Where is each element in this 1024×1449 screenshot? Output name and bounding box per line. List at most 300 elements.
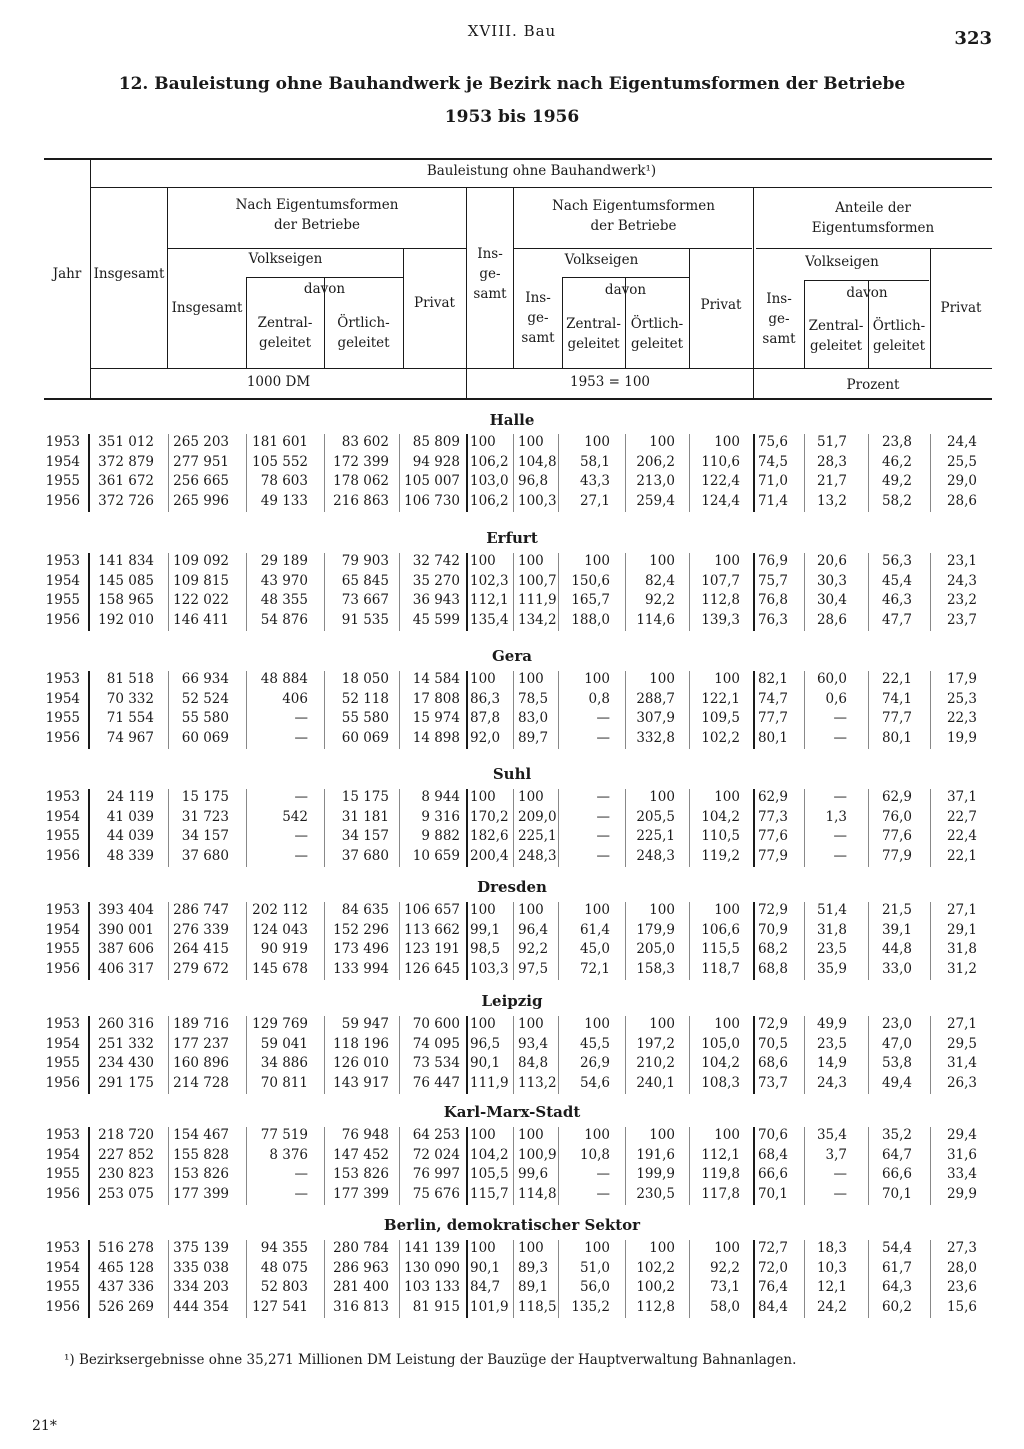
cell-anteil-privat: 25,5 [946, 453, 977, 470]
cell-zentralgeleitet: 54 876 [260, 611, 308, 628]
cell-oertlichgeleitet: 31 181 [341, 808, 389, 825]
cell-insgesamt: 361 672 [98, 473, 154, 490]
cell-index-oertlich: 100 [649, 789, 675, 805]
cell-privat: 103 133 [404, 1279, 460, 1296]
cell-jahr: 1955 [45, 941, 80, 958]
cell-index-privat: 119,2 [701, 847, 740, 864]
cell-insgesamt: 48 339 [106, 847, 154, 864]
cell-anteil-volkseigen: 62,9 [757, 789, 788, 805]
cell-anteil-privat: 33,4 [946, 1166, 977, 1183]
cell-index-insgesamt: 106,2 [470, 453, 509, 470]
cell-anteil-privat: 22,4 [946, 828, 977, 845]
cell-anteil-oertlich: 44,8 [881, 941, 912, 958]
cell-privat: 8 944 [421, 789, 460, 805]
column-separator [930, 671, 931, 749]
cell-index-zentral: — [596, 847, 610, 864]
header-davon-a: davon [303, 281, 346, 297]
column-separator [625, 553, 626, 631]
column-separator [513, 902, 514, 980]
header-jahr: Jahr [52, 266, 82, 282]
cell-volkseigen-insgesamt: 214 728 [173, 1074, 229, 1091]
cell-anteil-oertlich: 58,2 [881, 492, 912, 509]
cell-index-zentral: 188,0 [571, 611, 610, 628]
cell-privat: 15 974 [412, 710, 460, 727]
cell-volkseigen-insgesamt: 146 411 [173, 611, 229, 628]
cell-volkseigen-insgesamt: 160 896 [173, 1055, 229, 1072]
cell-index-privat: 100 [714, 434, 740, 450]
cell-privat: 106 657 [404, 902, 460, 918]
column-separator [558, 902, 559, 980]
cell-anteil-oertlich: 70,1 [881, 1185, 912, 1202]
cell-volkseigen-insgesamt: 52 524 [181, 690, 229, 707]
header-unit-b: 1953 = 100 [569, 374, 651, 390]
cell-index-oertlich: 112,8 [636, 1298, 675, 1315]
cell-anteil-privat: 22,3 [946, 710, 977, 727]
cell-insgesamt: 70 332 [106, 690, 154, 707]
cell-jahr: 1953 [45, 1127, 80, 1143]
column-separator [689, 553, 690, 631]
signature-mark: 21* [32, 1418, 57, 1434]
column-separator [930, 553, 931, 631]
cell-volkseigen-insgesamt: 55 580 [181, 710, 229, 727]
header-rule [91, 368, 992, 369]
cell-index-zentral: 100 [584, 671, 610, 687]
cell-anteil-oertlich: 47,0 [881, 1035, 912, 1052]
header-privat-c: Privat [940, 300, 982, 316]
header-privat-b: Privat [700, 297, 742, 313]
cell-oertlichgeleitet: 143 917 [333, 1074, 389, 1091]
cell-index-volkseigen: 100 [518, 1016, 544, 1032]
cell-anteil-volkseigen: 80,1 [757, 729, 788, 746]
cell-zentralgeleitet: 181 601 [252, 434, 308, 450]
cell-jahr: 1955 [45, 1055, 80, 1072]
column-separator [399, 434, 400, 512]
header-vol-insgesamt-b: Ins- ge- samt [521, 290, 555, 346]
column-separator [513, 1240, 514, 1318]
column-separator [558, 1016, 559, 1094]
cell-index-privat: 122,4 [701, 473, 740, 490]
cell-anteil-privat: 31,8 [946, 941, 977, 958]
cell-zentralgeleitet: 94 355 [260, 1240, 308, 1256]
table-row [0, 1055, 1024, 1075]
column-separator [324, 553, 325, 631]
cell-index-insgesamt: 86,3 [470, 690, 501, 707]
table-row [0, 1036, 1024, 1056]
cell-volkseigen-insgesamt: 34 157 [181, 828, 229, 845]
cell-insgesamt: 24 119 [106, 789, 154, 805]
cell-index-volkseigen: 248,3 [518, 847, 557, 864]
cell-jahr: 1955 [45, 828, 80, 845]
header-volkseigen-b: Volkseigen [564, 252, 639, 268]
cell-anteil-volkseigen: 77,3 [757, 808, 788, 825]
cell-zentralgeleitet: 34 886 [260, 1055, 308, 1072]
cell-index-zentral: 100 [584, 902, 610, 918]
cell-index-privat: 139,3 [701, 611, 740, 628]
cell-anteil-zentral: 51,4 [816, 902, 847, 918]
cell-index-oertlich: 213,0 [636, 473, 675, 490]
cell-privat: 85 809 [412, 434, 460, 450]
cell-anteil-volkseigen: 68,2 [757, 941, 788, 958]
cell-index-privat: 105,0 [701, 1035, 740, 1052]
cell-volkseigen-insgesamt: 122 022 [173, 592, 229, 609]
cell-index-oertlich: 240,1 [636, 1074, 675, 1091]
cell-anteil-zentral: 60,0 [816, 671, 847, 687]
cell-anteil-volkseigen: 72,7 [757, 1240, 788, 1256]
cell-anteil-privat: 31,6 [946, 1146, 977, 1163]
column-separator [466, 902, 468, 980]
cell-volkseigen-insgesamt: 189 716 [173, 1016, 229, 1032]
column-separator [324, 1127, 325, 1205]
cell-index-privat: 108,3 [701, 1074, 740, 1091]
running-header-section: XVIII. Bau [467, 22, 557, 40]
cell-zentralgeleitet: — [294, 1166, 308, 1183]
column-separator [399, 902, 400, 980]
cell-zentralgeleitet: — [294, 789, 308, 805]
column-separator [324, 1016, 325, 1094]
column-separator [466, 1016, 468, 1094]
cell-oertlichgeleitet: 59 947 [341, 1016, 389, 1032]
cell-index-privat: 122,1 [701, 690, 740, 707]
cell-anteil-privat: 28,0 [946, 1259, 977, 1276]
column-separator [753, 1240, 755, 1318]
cell-volkseigen-insgesamt: 335 038 [173, 1259, 229, 1276]
column-separator [689, 789, 690, 867]
cell-index-zentral: 100 [584, 434, 610, 450]
cell-anteil-volkseigen: 72,9 [757, 1016, 788, 1032]
cell-index-privat: 119,8 [701, 1166, 740, 1183]
cell-index-volkseigen: 84,8 [518, 1055, 549, 1072]
cell-volkseigen-insgesamt: 109 815 [173, 572, 229, 589]
cell-anteil-privat: 23,6 [946, 1279, 977, 1296]
cell-anteil-oertlich: 46,2 [881, 453, 912, 470]
cell-index-zentral: — [596, 1166, 610, 1183]
table-row [0, 592, 1024, 612]
column-separator [399, 1016, 400, 1094]
column-separator [930, 1240, 931, 1318]
cell-index-insgesamt: 98,5 [470, 941, 501, 958]
column-separator [625, 1240, 626, 1318]
table-title: 12. Bauleistung ohne Bauhandwerk je Bezirk nach Eigentumsformen der Betriebe [118, 74, 906, 94]
cell-index-insgesamt: 100 [470, 671, 496, 687]
column-separator [513, 671, 514, 749]
cell-anteil-zentral: 49,9 [816, 1016, 847, 1032]
cell-index-volkseigen: 83,0 [518, 710, 549, 727]
cell-index-zentral: 100 [584, 1016, 610, 1032]
cell-volkseigen-insgesamt: 109 092 [173, 553, 229, 569]
cell-anteil-privat: 22,1 [946, 847, 977, 864]
cell-jahr: 1953 [45, 434, 80, 450]
cell-anteil-oertlich: 77,7 [881, 710, 912, 727]
cell-volkseigen-insgesamt: 177 399 [173, 1185, 229, 1202]
table-row [0, 691, 1024, 711]
cell-index-privat: 112,1 [701, 1146, 740, 1163]
cell-anteil-oertlich: 23,0 [881, 1016, 912, 1032]
cell-index-zentral: 45,0 [579, 941, 610, 958]
cell-index-volkseigen: 111,9 [518, 592, 557, 609]
cell-anteil-privat: 29,4 [946, 1127, 977, 1143]
cell-index-volkseigen: 100 [518, 553, 544, 569]
cell-jahr: 1956 [45, 847, 80, 864]
cell-anteil-privat: 27,3 [946, 1240, 977, 1256]
cell-anteil-zentral: 35,4 [816, 1127, 847, 1143]
cell-index-oertlich: 92,2 [644, 592, 675, 609]
cell-jahr: 1954 [45, 808, 80, 825]
cell-index-insgesamt: 96,5 [470, 1035, 501, 1052]
cell-anteil-volkseigen: 68,4 [757, 1146, 788, 1163]
column-separator [168, 902, 169, 980]
cell-index-volkseigen: 93,4 [518, 1035, 549, 1052]
table-row [0, 1279, 1024, 1299]
cell-jahr: 1956 [45, 492, 80, 509]
column-separator [88, 789, 90, 867]
header-eigentum-a: Nach Eigentumsformen der Betriebe [235, 197, 399, 233]
cell-index-insgesamt: 102,3 [470, 572, 509, 589]
cell-privat: 76 447 [412, 1074, 460, 1091]
column-separator [246, 434, 247, 512]
header-rule [804, 280, 929, 281]
cell-insgesamt: 387 606 [98, 941, 154, 958]
table-row [0, 671, 1024, 691]
cell-anteil-volkseigen: 72,9 [757, 902, 788, 918]
header-zentral-c: Zentral- geleitet [808, 318, 864, 354]
cell-anteil-zentral: 24,3 [816, 1074, 847, 1091]
column-separator [558, 789, 559, 867]
table-row [0, 710, 1024, 730]
cell-zentralgeleitet: 78 603 [260, 473, 308, 490]
cell-anteil-zentral: — [833, 847, 847, 864]
cell-zentralgeleitet: 105 552 [252, 453, 308, 470]
page-number: 323 [954, 28, 992, 49]
cell-zentralgeleitet: — [294, 828, 308, 845]
cell-index-insgesamt: 101,9 [470, 1298, 509, 1315]
cell-anteil-privat: 31,2 [946, 960, 977, 977]
cell-zentralgeleitet: 70 811 [260, 1074, 308, 1091]
cell-volkseigen-insgesamt: 37 680 [181, 847, 229, 864]
column-separator [868, 1240, 869, 1318]
cell-index-insgesamt: 112,1 [470, 592, 509, 609]
column-separator [804, 553, 805, 631]
cell-privat: 32 742 [412, 553, 460, 569]
cell-anteil-volkseigen: 73,7 [757, 1074, 788, 1091]
column-separator [168, 1240, 169, 1318]
cell-index-zentral: 56,0 [579, 1279, 610, 1296]
cell-anteil-volkseigen: 77,9 [757, 847, 788, 864]
cell-index-privat: 117,8 [701, 1185, 740, 1202]
cell-oertlichgeleitet: 316 813 [333, 1298, 389, 1315]
cell-anteil-oertlich: 56,3 [881, 553, 912, 569]
cell-anteil-oertlich: 66,6 [881, 1166, 912, 1183]
cell-zentralgeleitet: 406 [282, 690, 308, 707]
cell-oertlichgeleitet: 147 452 [333, 1146, 389, 1163]
cell-index-privat: 104,2 [701, 808, 740, 825]
table-row [0, 1075, 1024, 1095]
cell-privat: 72 024 [412, 1146, 460, 1163]
cell-index-oertlich: 248,3 [636, 847, 675, 864]
cell-privat: 126 645 [404, 960, 460, 977]
cell-anteil-privat: 24,4 [946, 434, 977, 450]
header-anteile: Anteile der Eigentumsformen [811, 200, 935, 236]
cell-zentralgeleitet: 48 355 [260, 592, 308, 609]
column-separator [399, 553, 400, 631]
column-separator [625, 1016, 626, 1094]
cell-index-privat: 110,5 [701, 828, 740, 845]
column-separator [324, 434, 325, 512]
cell-jahr: 1954 [45, 572, 80, 589]
cell-index-zentral: 10,8 [579, 1146, 610, 1163]
cell-insgesamt: 393 404 [98, 902, 154, 918]
cell-index-insgesamt: 103,0 [470, 473, 509, 490]
cell-index-insgesamt: 100 [470, 434, 496, 450]
column-separator [246, 1240, 247, 1318]
column-separator [930, 902, 931, 980]
cell-anteil-oertlich: 53,8 [881, 1055, 912, 1072]
cell-anteil-zentral: 20,6 [816, 553, 847, 569]
table-row [0, 1260, 1024, 1280]
column-separator [868, 553, 869, 631]
column-separator [88, 1127, 90, 1205]
cell-anteil-oertlich: 76,0 [881, 808, 912, 825]
header-rule [91, 187, 992, 188]
table-row [0, 941, 1024, 961]
cell-oertlichgeleitet: 84 635 [341, 902, 389, 918]
cell-volkseigen-insgesamt: 31 723 [181, 808, 229, 825]
header-insgesamt-b: Ins- ge- samt [473, 246, 507, 302]
column-separator [804, 789, 805, 867]
cell-zentralgeleitet: 48 884 [260, 671, 308, 687]
cell-index-oertlich: 100 [649, 1016, 675, 1032]
cell-index-privat: 124,4 [701, 492, 740, 509]
cell-zentralgeleitet: — [294, 710, 308, 727]
cell-index-zentral: 100 [584, 553, 610, 569]
column-separator [246, 553, 247, 631]
section-heading: Gera [492, 647, 532, 665]
column-separator [513, 789, 514, 867]
cell-index-volkseigen: 89,1 [518, 1279, 549, 1296]
section-heading: Halle [489, 411, 535, 429]
cell-anteil-oertlich: 74,1 [881, 690, 912, 707]
cell-jahr: 1953 [45, 553, 80, 569]
column-separator [168, 1127, 169, 1205]
cell-volkseigen-insgesamt: 15 175 [181, 789, 229, 805]
cell-jahr: 1954 [45, 1146, 80, 1163]
cell-jahr: 1953 [45, 902, 80, 918]
cell-jahr: 1954 [45, 690, 80, 707]
cell-oertlichgeleitet: 153 826 [333, 1166, 389, 1183]
cell-anteil-volkseigen: 76,8 [757, 592, 788, 609]
cell-anteil-privat: 29,0 [946, 473, 977, 490]
cell-insgesamt: 351 012 [98, 434, 154, 450]
cell-insgesamt: 218 720 [98, 1127, 154, 1143]
section-heading: Dresden [477, 878, 547, 896]
cell-index-volkseigen: 118,5 [518, 1298, 557, 1315]
header-unit-c: Prozent [846, 377, 900, 393]
cell-anteil-privat: 25,3 [946, 690, 977, 707]
cell-insgesamt: 141 834 [98, 553, 154, 569]
cell-index-volkseigen: 99,6 [518, 1166, 549, 1183]
cell-anteil-zentral: — [833, 789, 847, 805]
cell-insgesamt: 234 430 [98, 1055, 154, 1072]
cell-anteil-volkseigen: 77,7 [757, 710, 788, 727]
cell-index-volkseigen: 89,3 [518, 1259, 549, 1276]
cell-anteil-volkseigen: 75,7 [757, 572, 788, 589]
cell-anteil-volkseigen: 68,6 [757, 1055, 788, 1072]
column-separator [466, 1240, 468, 1318]
column-separator [625, 434, 626, 512]
table-row [0, 809, 1024, 829]
cell-oertlichgeleitet: 281 400 [333, 1279, 389, 1296]
cell-index-privat: 109,5 [701, 710, 740, 727]
cell-jahr: 1954 [45, 453, 80, 470]
column-separator [399, 789, 400, 867]
cell-anteil-zentral: 10,3 [816, 1259, 847, 1276]
cell-anteil-zentral: 23,5 [816, 941, 847, 958]
cell-index-zentral: — [596, 729, 610, 746]
section-heading: Suhl [492, 765, 532, 783]
cell-index-privat: 118,7 [701, 960, 740, 977]
column-separator [930, 789, 931, 867]
cell-privat: 106 730 [404, 492, 460, 509]
cell-index-insgesamt: 135,4 [470, 611, 509, 628]
header-vol-insgesamt-a: Insgesamt [171, 300, 243, 316]
cell-anteil-volkseigen: 70,1 [757, 1185, 788, 1202]
cell-zentralgeleitet: 127 541 [252, 1298, 308, 1315]
cell-anteil-volkseigen: 71,0 [757, 473, 788, 490]
cell-volkseigen-insgesamt: 264 415 [173, 941, 229, 958]
section-rows [0, 789, 1024, 867]
cell-anteil-oertlich: 33,0 [881, 960, 912, 977]
cell-zentralgeleitet: 48 075 [260, 1259, 308, 1276]
cell-anteil-volkseigen: 76,3 [757, 611, 788, 628]
header-insgesamt: Insgesamt [93, 266, 165, 282]
table-row [0, 434, 1024, 454]
cell-anteil-volkseigen: 70,5 [757, 1035, 788, 1052]
cell-zentralgeleitet: — [294, 729, 308, 746]
table-row [0, 828, 1024, 848]
cell-anteil-privat: 24,3 [946, 572, 977, 589]
column-separator [930, 1016, 931, 1094]
cell-privat: 76 997 [412, 1166, 460, 1183]
cell-insgesamt: 516 278 [98, 1240, 154, 1256]
cell-index-insgesamt: 99,1 [470, 921, 501, 938]
cell-jahr: 1956 [45, 1298, 80, 1315]
cell-oertlichgeleitet: 60 069 [341, 729, 389, 746]
cell-anteil-oertlich: 46,3 [881, 592, 912, 609]
cell-privat: 75 676 [412, 1185, 460, 1202]
table-row [0, 473, 1024, 493]
cell-oertlichgeleitet: 52 118 [341, 690, 389, 707]
cell-anteil-zentral: 3,7 [825, 1146, 847, 1163]
cell-index-insgesamt: 90,1 [470, 1055, 501, 1072]
cell-oertlichgeleitet: 83 602 [341, 434, 389, 450]
table-subtitle: 1953 bis 1956 [444, 107, 580, 127]
cell-index-zentral: — [596, 710, 610, 727]
column-separator [88, 1016, 90, 1094]
cell-index-zentral: 26,9 [579, 1055, 610, 1072]
cell-volkseigen-insgesamt: 177 237 [173, 1035, 229, 1052]
cell-anteil-oertlich: 22,1 [881, 671, 912, 687]
cell-index-oertlich: 100 [649, 434, 675, 450]
cell-anteil-privat: 27,1 [946, 902, 977, 918]
header-zentral-a: Zentral- geleitet [257, 315, 313, 351]
section-heading: Leipzig [481, 992, 543, 1010]
column-separator [753, 789, 755, 867]
cell-index-insgesamt: 106,2 [470, 492, 509, 509]
cell-index-oertlich: 100 [649, 1240, 675, 1256]
cell-jahr: 1954 [45, 1259, 80, 1276]
cell-index-zentral: 150,6 [571, 572, 610, 589]
cell-volkseigen-insgesamt: 277 951 [173, 453, 229, 470]
cell-index-oertlich: 197,2 [636, 1035, 675, 1052]
